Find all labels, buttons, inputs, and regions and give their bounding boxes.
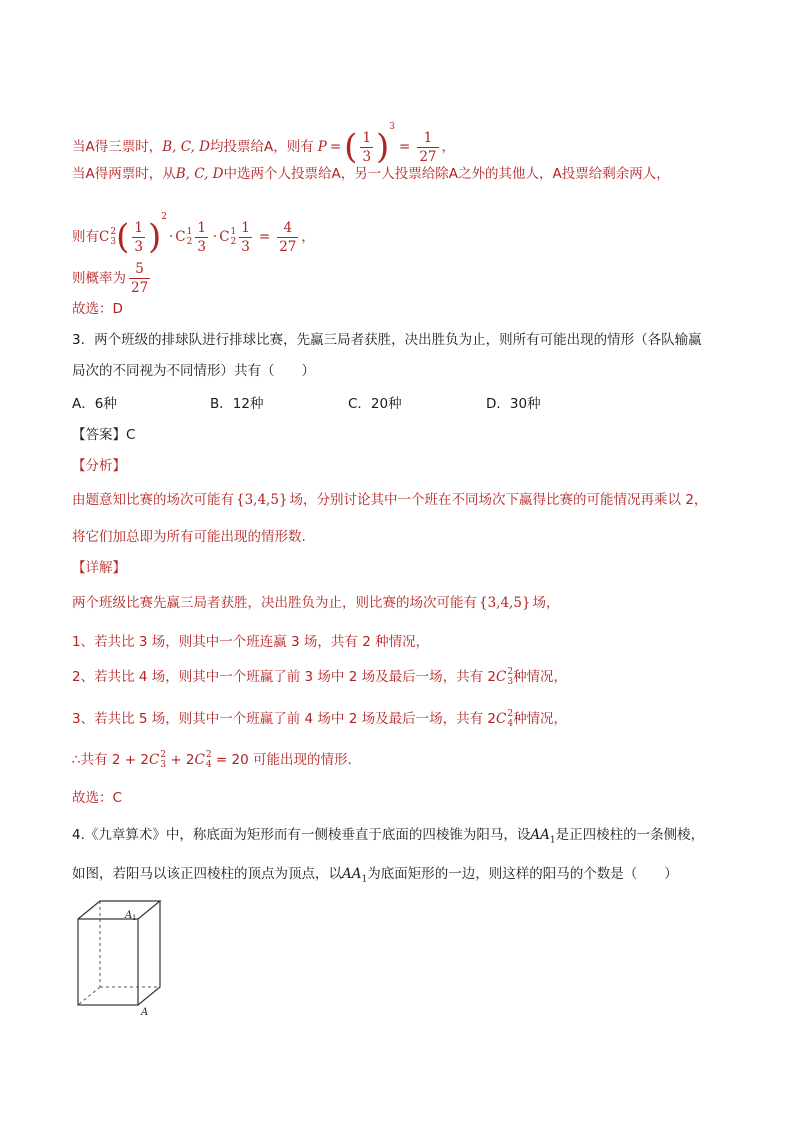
- sub: 4: [507, 719, 514, 729]
- question-3-line-2: 局次的不同视为不同情形）共有（ ）: [72, 363, 315, 379]
- frac-num: 4: [283, 219, 293, 236]
- text: ，: [301, 229, 315, 245]
- option-b: B．12种: [210, 396, 264, 412]
- math-c: C: [194, 752, 205, 768]
- answer-choice-d: 故选：D: [72, 301, 123, 317]
- analysis-tag: 【分析】: [72, 458, 126, 474]
- text: 如图，若阳马以该正四棱柱的顶点为顶点，以: [72, 866, 342, 882]
- sub: 4: [205, 760, 212, 770]
- sub: 3: [507, 677, 514, 687]
- fraction-result: [277, 219, 298, 256]
- frac-num: 5: [135, 261, 144, 277]
- label-a1-sub: 1: [132, 914, 137, 922]
- math-eq: =: [329, 139, 342, 155]
- frac-den: 3: [197, 238, 206, 255]
- text: 2、若共比 4 场，则其中一个班赢了前 3 场中 2 场及最后一场，共有 2: [72, 669, 496, 685]
- c-indices: [187, 227, 193, 247]
- paren-right: ): [376, 127, 390, 167]
- analysis-line-2: 将它们加总即为所有可能出现的情形数.: [72, 529, 306, 545]
- math-c: C: [99, 229, 110, 245]
- text: 是正四棱柱的一条侧棱，: [555, 827, 705, 843]
- frac-num: 1: [241, 219, 250, 236]
- math-bcd: B, C, D: [175, 166, 224, 182]
- text: 4.《九章算术》中，称底面为矩形而有一侧棱垂直于底面的四棱锥为阳马，设: [72, 827, 531, 843]
- text: 当A得两票时，从: [72, 166, 176, 182]
- sup: 2: [110, 227, 117, 237]
- sup: 2: [507, 709, 514, 719]
- fraction: [239, 219, 252, 256]
- frac-den: 3: [241, 238, 250, 255]
- option-c: C．20种: [348, 396, 402, 412]
- sub: 3: [160, 760, 167, 770]
- sup: 1: [230, 227, 237, 237]
- detail-line-2: 1、若共比 3 场，则其中一个班连赢 3 场，共有 2 种情况，: [72, 634, 430, 650]
- front-face: [78, 919, 138, 1005]
- frac-den: 27: [419, 148, 437, 165]
- text: 场，: [532, 595, 560, 611]
- solution-line-two-votes: [72, 164, 670, 184]
- text: + 2: [166, 752, 195, 768]
- math-aa1: AA: [342, 866, 362, 882]
- math-eq: =: [258, 229, 271, 245]
- math-c: C: [148, 752, 160, 768]
- frac-num: 1: [423, 129, 433, 146]
- text: 种情况，: [513, 669, 568, 685]
- solution-line-probability: [72, 260, 153, 297]
- text: 两个班级比赛先赢三局者获胜，决出胜负为止，则比赛的场次可能有: [72, 595, 477, 611]
- math-c: C: [495, 711, 507, 727]
- math-c: C: [175, 229, 186, 245]
- text: 为底面矩形的一边，则这样的阳马的个数是（ ）: [367, 866, 678, 882]
- text: 则概率为: [72, 270, 126, 287]
- fraction: [195, 219, 208, 256]
- text: ∴共有 2 + 2: [72, 752, 149, 768]
- sub: 2: [186, 237, 193, 247]
- sub: 3: [110, 237, 117, 247]
- frac-num: 1: [197, 219, 206, 236]
- math-aa1: AA: [530, 827, 550, 843]
- question-4-line-1: [72, 825, 704, 851]
- answer-tag: 【答案】C: [72, 427, 136, 443]
- detail-line-5: [72, 750, 352, 770]
- math-c: C: [219, 229, 230, 245]
- solution-line-three-votes: [72, 117, 455, 166]
- label-a: A: [141, 1007, 149, 1017]
- text: 由题意知比赛的场次可能有: [72, 492, 234, 508]
- sup: 1: [186, 227, 193, 237]
- text: 种情况，: [513, 711, 568, 727]
- text: 3、若共比 5 场，则其中一个班赢了前 4 场中 2 场及最后一场，共有 2: [72, 711, 496, 727]
- frac-num: 1: [362, 129, 372, 146]
- frac-num: 1: [134, 219, 143, 236]
- fraction-probability: [129, 260, 150, 297]
- paren-right: ): [147, 217, 162, 257]
- text: 均投票给A，则有: [210, 139, 314, 155]
- detail-line-3: [72, 667, 567, 687]
- dot: ·: [212, 229, 218, 245]
- analysis-line-1: [72, 490, 707, 510]
- math-eq: =: [399, 139, 411, 155]
- sup: 2: [507, 667, 514, 677]
- math-p: P: [317, 139, 327, 155]
- question-4-line-2: [72, 864, 678, 890]
- sup: 2: [205, 750, 212, 760]
- detail-tag: 【详解】: [72, 560, 126, 576]
- frac-den: 27: [131, 280, 149, 296]
- math-set: {3,4,5}: [236, 492, 288, 508]
- sub: 2: [230, 237, 237, 247]
- text: ，: [441, 139, 456, 155]
- prism-figure: [72, 897, 182, 1017]
- label-a1: A: [125, 910, 133, 921]
- hidden-edge-diagonal: [78, 987, 100, 1005]
- dot: ·: [168, 229, 174, 245]
- sup: 2: [160, 750, 167, 760]
- top-face: [78, 901, 160, 919]
- option-d: D．30种: [486, 396, 541, 412]
- text: 则有: [72, 229, 99, 245]
- text: 场，分别讨论其中一个班在不同场次下赢得比赛的可能情况再乘以 2，: [289, 492, 708, 508]
- paren-left: (: [344, 127, 358, 167]
- frac-den: 3: [362, 148, 372, 165]
- fraction: [132, 219, 145, 256]
- solution-line-combination: [72, 207, 315, 256]
- math-c: C: [495, 669, 507, 685]
- question-3-line-1: 3．两个班级的排球队进行排球比赛，先赢三局者获胜，决出胜负为止，则所有可能出现的情形（各队输赢: [72, 332, 702, 348]
- option-a: A．6种: [72, 396, 117, 412]
- detail-answer: 故选：C: [72, 790, 122, 806]
- math-set: {3,4,5}: [479, 595, 531, 611]
- exponent: 3: [389, 122, 396, 132]
- fraction-result: [417, 129, 438, 166]
- subscript: 1: [361, 874, 368, 885]
- subscript: 1: [549, 835, 556, 846]
- exponent: 2: [161, 212, 167, 222]
- text: 中选两个人投票给A，另一人投票给除A之外的其他人，A投票给剩余两人，: [223, 166, 670, 182]
- detail-line-4: [72, 709, 567, 729]
- paren-left: (: [116, 217, 130, 257]
- c-indices: [231, 227, 237, 247]
- fraction-one-third: [360, 129, 373, 166]
- text: 当A得三票时，: [72, 139, 163, 155]
- math-bcd: B, C, D: [162, 139, 211, 155]
- detail-line-1: [72, 593, 560, 613]
- text: = 20 可能出现的情形.: [211, 752, 352, 768]
- frac-den: 27: [279, 238, 297, 255]
- frac-den: 3: [134, 238, 143, 255]
